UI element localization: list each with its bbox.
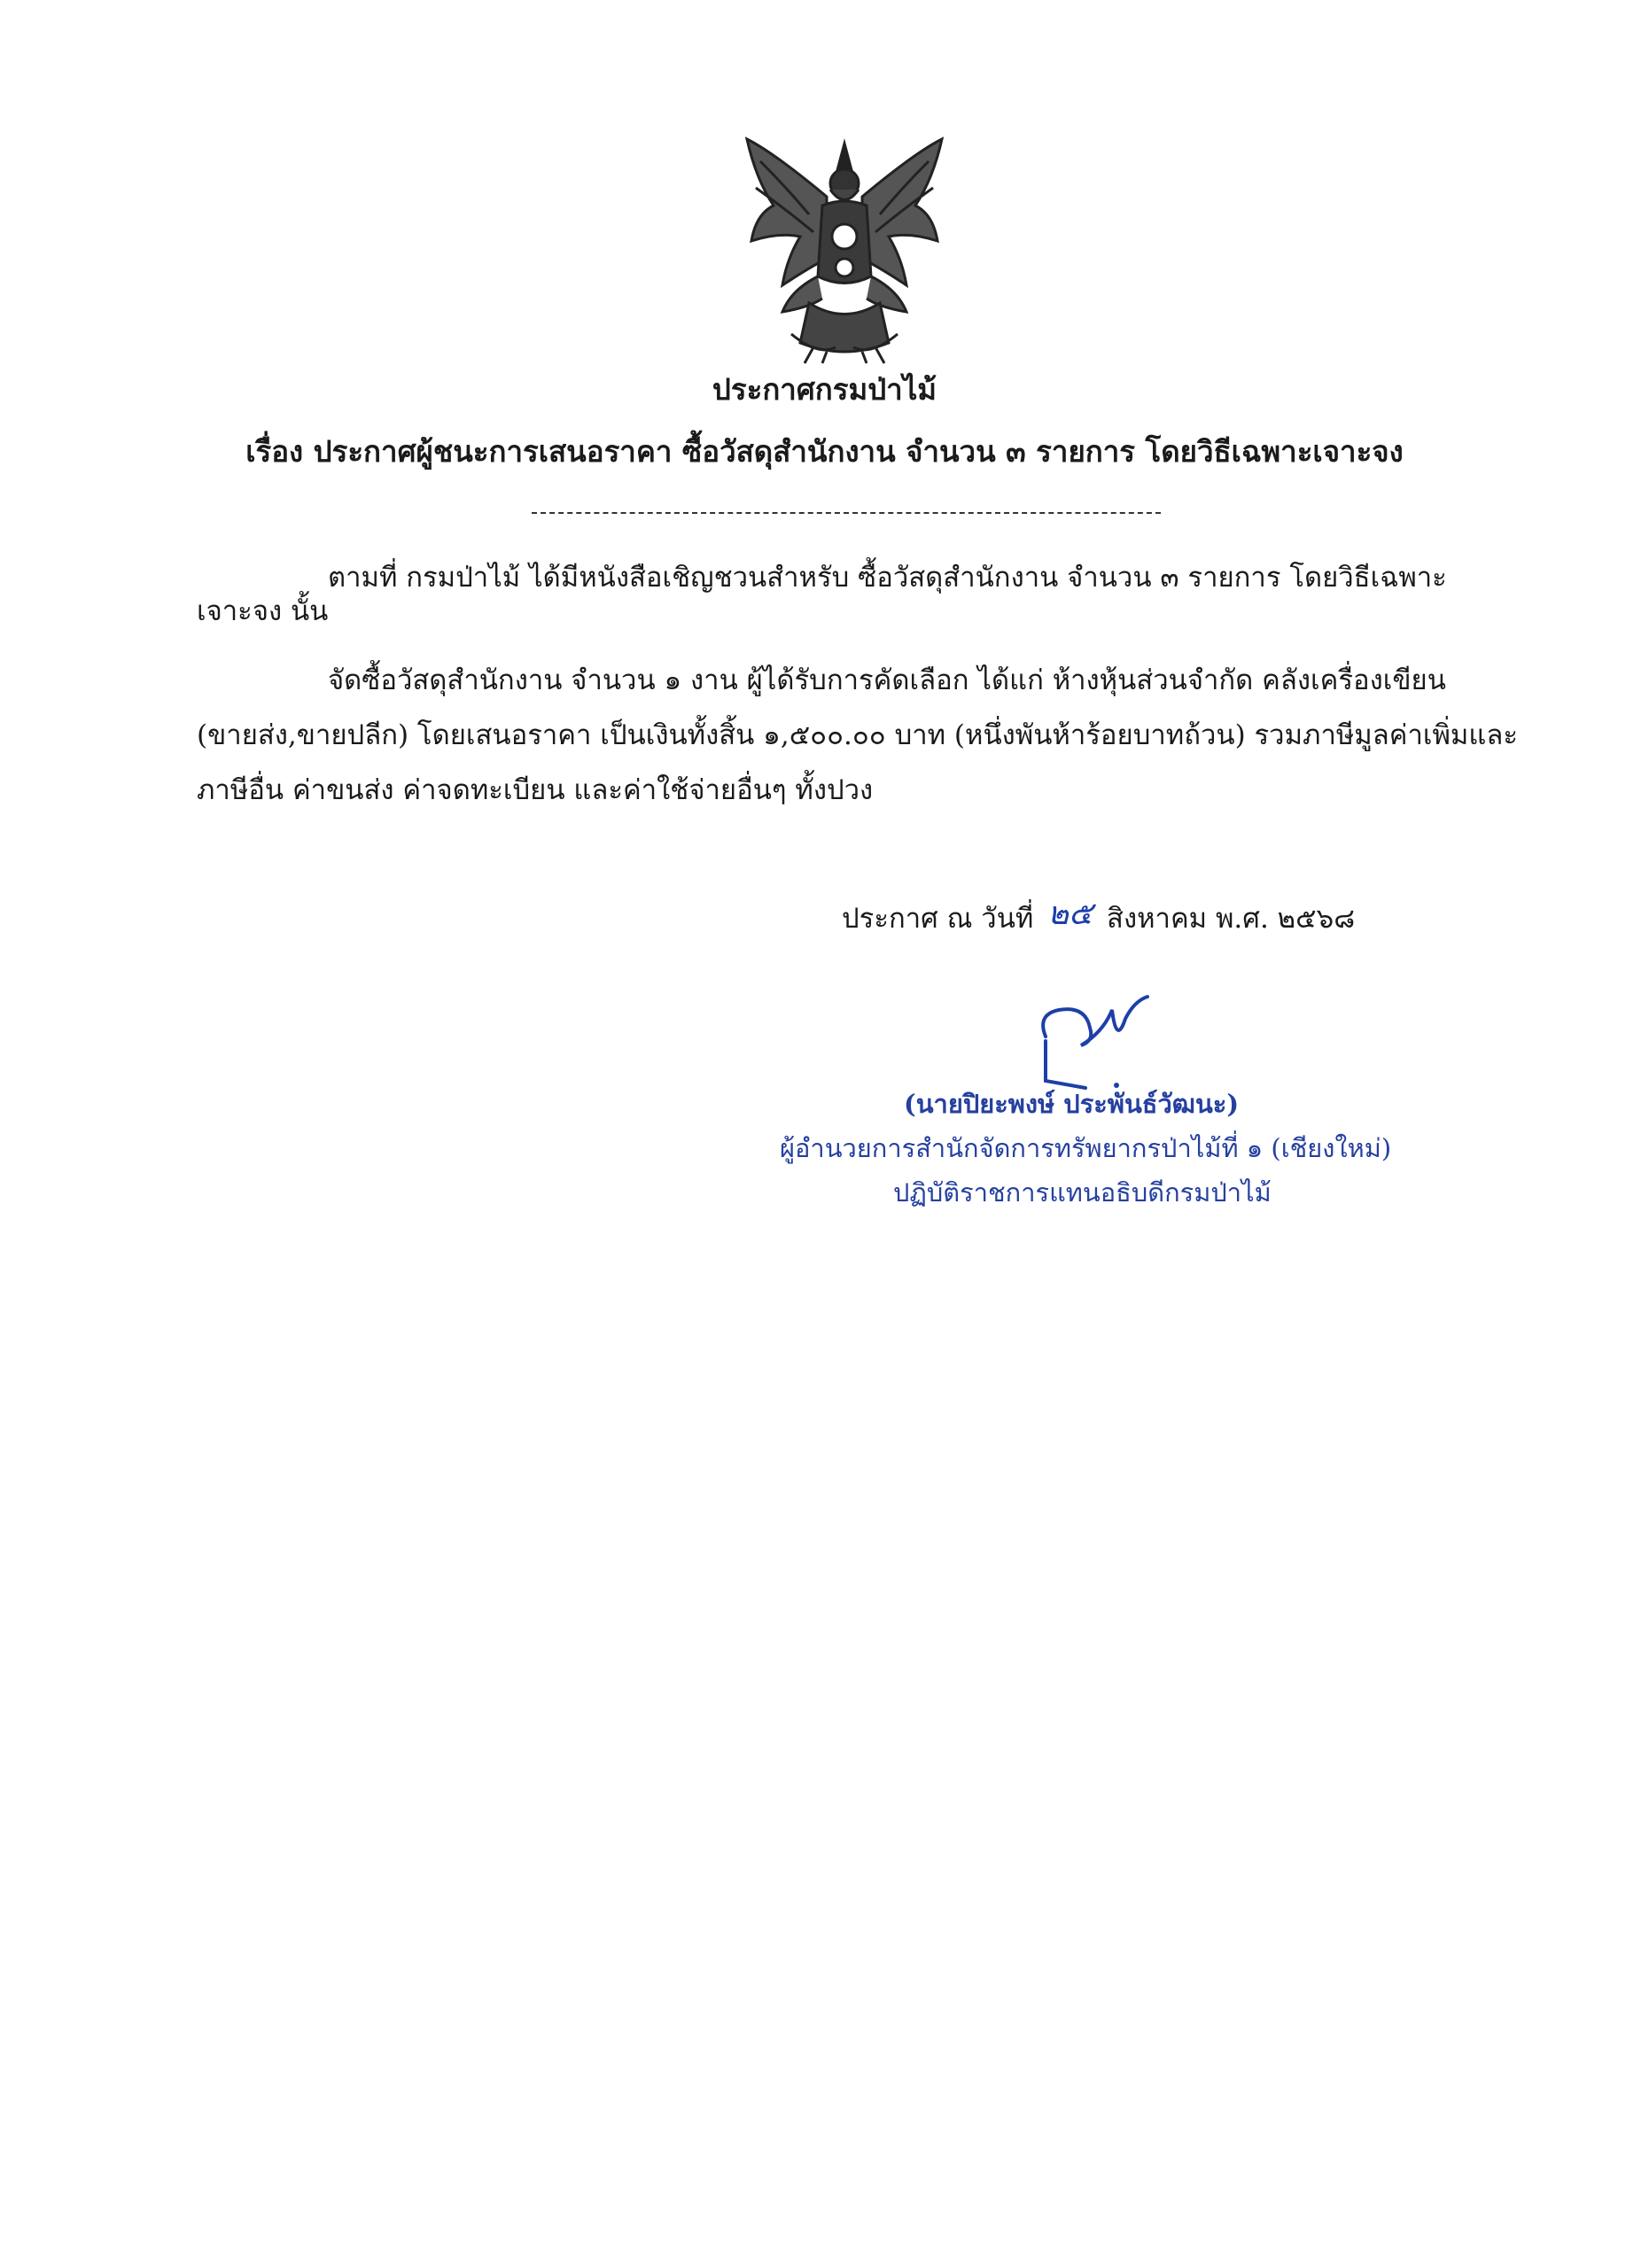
document-subject: เรื่อง ประกาศผู้ชนะการเสนอราคา ซื้อวัสดุสำนักงาน จำนวน ๓ รายการ โดยวิธีเฉพาะเจาะจง (245, 434, 1404, 469)
garuda-emblem-icon (738, 135, 951, 365)
paragraph-1-line-2: เจาะจง นั้น (197, 595, 329, 627)
signature-icon (1019, 992, 1178, 1099)
signatory-acting-for: ปฏิบัติราชการแทนอธิบดีกรมป่าไม้ (893, 1177, 1272, 1208)
paragraph-1-line-1: ตามที่ กรมป่าไม้ ได้มีหนังสือเชิญชวนสำหรับ ซื้อวัสดุสำนักงาน จำนวน ๓ รายการ โดยวิธีเฉพาะ (328, 562, 1447, 594)
signatory-name: (นายปิยะพงษ์ ประพันธ์วัฒนะ) (904, 1089, 1240, 1119)
date-month-year: สิงหาคม พ.ศ. ๒๕๖๘ (1107, 903, 1356, 935)
signatory-position: ผู้อำนวยการสำนักจัดการทรัพยากรป่าไม้ที่ ๑ (เชียงใหม่) (780, 1133, 1392, 1163)
paragraph-2-line-2: (ขายส่ง,ขายปลีก) โดยเสนอราคา เป็นเงินทั้งสิ้น ๑,๕๐๐.๐๐ บาท (หนึ่งพันห้าร้อยบาทถ้วน) รวมภาษีมูลค่าเพิ่มและ (197, 719, 1518, 751)
announcement-date (842, 896, 1356, 936)
date-prefix: ประกาศ ณ วันที่ (842, 903, 1034, 935)
date-day-handwritten: ๒๕ (1047, 896, 1093, 932)
paragraph-2-line-1: จัดซื้อวัสดุสำนักงาน จำนวน ๑ งาน ผู้ได้รับการคัดเลือก ได้แก่ ห้างหุ้นส่วนจำกัด คลังเครื่องเขียน (328, 664, 1446, 696)
title-divider (532, 512, 1161, 514)
document-title: ประกาศกรมป่าไม้ (712, 372, 937, 407)
paragraph-2-line-3: ภาษีอื่น ค่าขนส่ง ค่าจดทะเบียน และค่าใช้จ่ายอื่นๆ ทั้งปวง (197, 774, 874, 806)
